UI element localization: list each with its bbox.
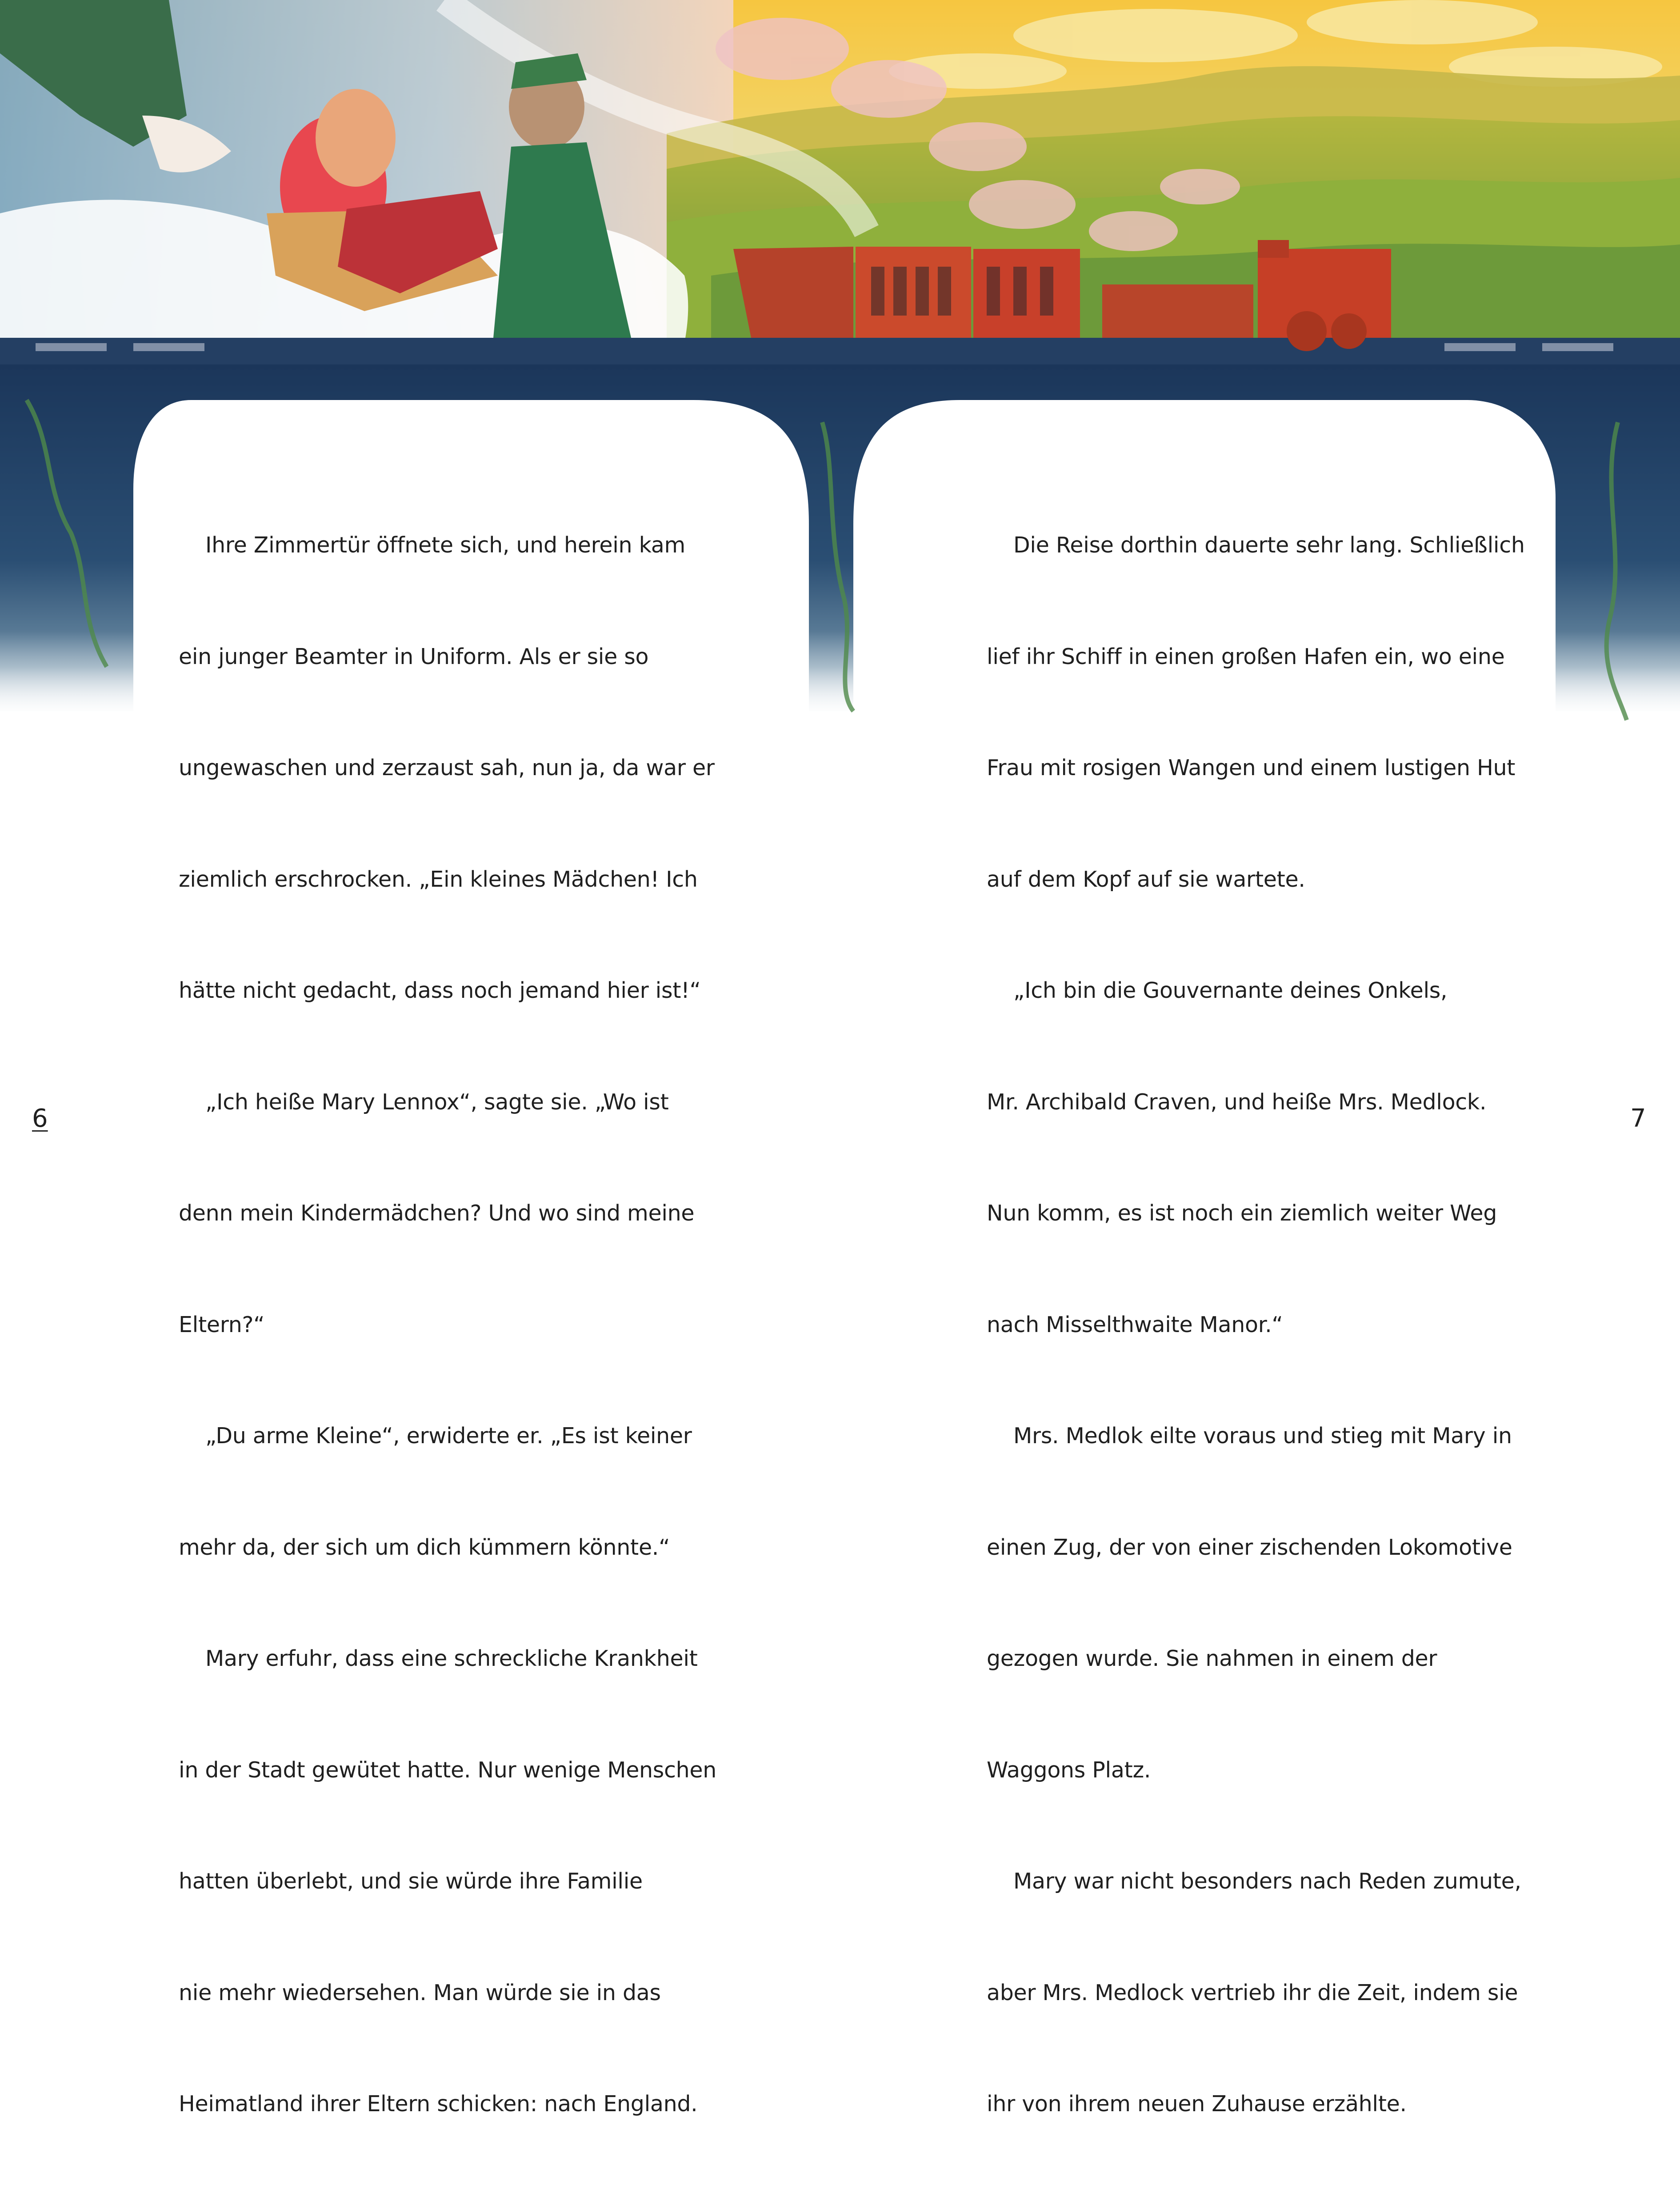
bridge-deck (0, 338, 1680, 364)
page-number-left: 6 (32, 1104, 48, 1133)
text-line: Waggons Platz. (987, 1757, 1151, 1783)
train (733, 240, 1391, 351)
text-line: Frau mit rosigen Wangen und einem lustigen Hut (987, 755, 1516, 780)
text-line: nie mehr wiedersehen. Man würde sie in das (179, 1980, 661, 2005)
text-line: ungewaschen und zerzaust sah, nun ja, da war er (179, 755, 715, 780)
text-line: „Ich bin die Gouvernante deines Onkels, (1013, 978, 1448, 1003)
text-line: „Ich heiße Mary Lennox“, sagte sie. „Wo ist (205, 1089, 669, 1115)
text-line: ihr von ihrem neuen Zuhause erzählte. (987, 2091, 1407, 2117)
text-line: Nun komm, es ist noch ein ziemlich weiter Weg (987, 1201, 1497, 1226)
text-line: aber Mrs. Medlock vertrieb ihr die Zeit, indem sie (987, 1980, 1518, 2005)
text-line: „Du arme Kleine“, erwiderte er. „Es ist keiner (205, 1423, 692, 1449)
text-line: hätte nicht gedacht, dass noch jemand hier ist!“ (179, 978, 701, 1003)
text-line: denn mein Kindermädchen? Und wo sind meine (179, 1201, 695, 1226)
text-line: Ihre Zimmertür öffnete sich, und herein kam (205, 532, 685, 558)
right-page-text (987, 452, 1525, 2197)
text-line: Mrs. Medlok eilte voraus und stieg mit Mary in (1013, 1423, 1512, 1449)
text-line: in der Stadt gewütet hatte. Nur wenige Menschen (179, 1757, 717, 1783)
text-line: Mary war nicht besonders nach Reden zumute, (1013, 1869, 1521, 1894)
text-line: Eltern?“ (179, 1312, 265, 1337)
text-line: Mary erfuhr, dass eine schreckliche Krankheit (205, 1646, 698, 1671)
text-line: mehr da, der sich um dich kümmern könnte.“ (179, 1534, 670, 1560)
text-line: gezogen wurde. Sie nahmen in einem der (987, 1646, 1437, 1671)
text-line: einen Zug, der von einer zischenden Lokomotive (987, 1534, 1512, 1560)
text-line: lief ihr Schiff in einen großen Hafen ein, wo eine (987, 644, 1505, 669)
text-line: nach Misselthwaite Manor.“ (987, 1312, 1283, 1337)
text-line: ziemlich erschrocken. „Ein kleines Mädchen! Ich (179, 866, 698, 892)
text-line: Heimatland ihrer Eltern schicken: nach England. (179, 2091, 698, 2117)
page-number-right: 7 (1630, 1104, 1646, 1133)
text-line: hatten überlebt, und sie würde ihre Familie (179, 1869, 643, 1894)
text-line: ein junger Beamter in Uniform. Als er sie so (179, 644, 649, 669)
left-page-text (179, 452, 716, 2197)
text-line: Mr. Archibald Craven, und heiße Mrs. Medlock. (987, 1089, 1487, 1115)
text-line: auf dem Kopf auf sie wartete. (987, 866, 1305, 892)
text-line: Die Reise dorthin dauerte sehr lang. Schließlich (1013, 532, 1525, 558)
